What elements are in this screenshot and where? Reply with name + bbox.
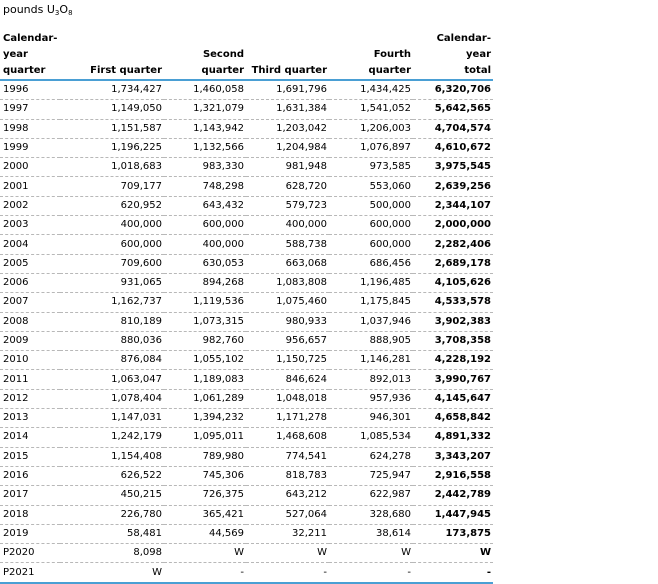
cell-fourth-quarter: 946,301 <box>329 409 413 428</box>
cell-second-quarter: 748,298 <box>164 177 246 196</box>
table-row <box>0 158 493 177</box>
table-row <box>0 544 493 563</box>
table-row <box>0 273 493 292</box>
header-fourth-quarter: Fourth quarter <box>329 31 413 80</box>
cell-third-quarter: 1,083,808 <box>246 273 329 292</box>
cell-fourth-quarter: 1,541,052 <box>329 100 413 119</box>
cell-total: 4,704,574 <box>413 119 493 138</box>
cell-third-quarter: 579,723 <box>246 196 329 215</box>
cell-total: 2,442,789 <box>413 486 493 505</box>
table-row <box>0 80 493 100</box>
cell-third-quarter: 774,541 <box>246 447 329 466</box>
table-row <box>0 447 493 466</box>
table-row <box>0 466 493 485</box>
cell-third-quarter: W <box>246 544 329 563</box>
cell-total: 3,975,545 <box>413 158 493 177</box>
cell-year: P2020 <box>0 544 60 563</box>
cell-third-quarter: 1,075,460 <box>246 293 329 312</box>
cell-second-quarter: 1,394,232 <box>164 409 246 428</box>
table-row <box>0 196 493 215</box>
cell-third-quarter: 1,631,384 <box>246 100 329 119</box>
cell-year: 2003 <box>0 216 60 235</box>
cell-year: 2014 <box>0 428 60 447</box>
table-row <box>0 216 493 235</box>
cell-total: W <box>413 544 493 563</box>
cell-total: 2,000,000 <box>413 216 493 235</box>
unit-subscript-3: 3 <box>54 9 60 17</box>
header-third-quarter: Third quarter <box>246 31 329 80</box>
cell-total: 2,344,107 <box>413 196 493 215</box>
table-row <box>0 119 493 138</box>
cell-third-quarter: 818,783 <box>246 466 329 485</box>
cell-second-quarter: W <box>164 544 246 563</box>
cell-total: 4,610,672 <box>413 138 493 157</box>
cell-third-quarter: 527,064 <box>246 505 329 524</box>
cell-total: 3,708,358 <box>413 331 493 350</box>
cell-year: 2012 <box>0 389 60 408</box>
table-row <box>0 505 493 524</box>
cell-second-quarter: 1,073,315 <box>164 312 246 331</box>
cell-first-quarter: 1,063,047 <box>60 370 164 389</box>
cell-first-quarter: 1,147,031 <box>60 409 164 428</box>
cell-second-quarter: 600,000 <box>164 216 246 235</box>
header-second-quarter: Second quarter <box>164 31 246 80</box>
cell-first-quarter: 400,000 <box>60 216 164 235</box>
cell-year: 2002 <box>0 196 60 215</box>
cell-first-quarter: 1,154,408 <box>60 447 164 466</box>
cell-total: 4,145,647 <box>413 389 493 408</box>
cell-third-quarter: 32,211 <box>246 524 329 543</box>
cell-first-quarter: 810,189 <box>60 312 164 331</box>
cell-first-quarter: 1,078,404 <box>60 389 164 408</box>
cell-third-quarter: 1,150,725 <box>246 351 329 370</box>
cell-second-quarter: 1,460,058 <box>164 80 246 100</box>
cell-second-quarter: 983,330 <box>164 158 246 177</box>
cell-first-quarter: 620,952 <box>60 196 164 215</box>
cell-third-quarter: 846,624 <box>246 370 329 389</box>
cell-total: 2,639,256 <box>413 177 493 196</box>
cell-year: 2013 <box>0 409 60 428</box>
cell-year: 2008 <box>0 312 60 331</box>
cell-year: 1996 <box>0 80 60 100</box>
cell-second-quarter: 1,321,079 <box>164 100 246 119</box>
cell-year: 2000 <box>0 158 60 177</box>
unit-text-o: O <box>59 3 69 16</box>
cell-third-quarter: 980,933 <box>246 312 329 331</box>
cell-fourth-quarter: 957,936 <box>329 389 413 408</box>
table-row <box>0 563 493 583</box>
cell-fourth-quarter: 38,614 <box>329 524 413 543</box>
cell-first-quarter: 709,177 <box>60 177 164 196</box>
cell-first-quarter: 1,734,427 <box>60 80 164 100</box>
table-row <box>0 428 493 447</box>
table-row <box>0 293 493 312</box>
table-row <box>0 370 493 389</box>
cell-fourth-quarter: 500,000 <box>329 196 413 215</box>
cell-first-quarter: W <box>60 563 164 583</box>
cell-third-quarter: 400,000 <box>246 216 329 235</box>
cell-year: 2015 <box>0 447 60 466</box>
cell-first-quarter: 600,000 <box>60 235 164 254</box>
cell-first-quarter: 1,018,683 <box>60 158 164 177</box>
unit-subscript-8: 8 <box>68 9 73 17</box>
cell-total: 4,105,626 <box>413 273 493 292</box>
cell-second-quarter: 789,980 <box>164 447 246 466</box>
cell-fourth-quarter: 973,585 <box>329 158 413 177</box>
cell-year: 1999 <box>0 138 60 157</box>
cell-year: 2001 <box>0 177 60 196</box>
cell-second-quarter: 643,432 <box>164 196 246 215</box>
cell-fourth-quarter: 1,196,485 <box>329 273 413 292</box>
cell-first-quarter: 931,065 <box>60 273 164 292</box>
table-row <box>0 389 493 408</box>
cell-total: 3,990,767 <box>413 370 493 389</box>
cell-fourth-quarter: 1,206,003 <box>329 119 413 138</box>
cell-fourth-quarter: 622,987 <box>329 486 413 505</box>
cell-first-quarter: 1,151,587 <box>60 119 164 138</box>
cell-second-quarter: 745,306 <box>164 466 246 485</box>
cell-total: 5,642,565 <box>413 100 493 119</box>
cell-first-quarter: 626,522 <box>60 466 164 485</box>
cell-second-quarter: 894,268 <box>164 273 246 292</box>
cell-year: 1998 <box>0 119 60 138</box>
table-row <box>0 235 493 254</box>
cell-second-quarter: 1,189,083 <box>164 370 246 389</box>
table-row <box>0 351 493 370</box>
cell-fourth-quarter: 1,434,425 <box>329 80 413 100</box>
cell-second-quarter: 630,053 <box>164 254 246 273</box>
cell-second-quarter: - <box>164 563 246 583</box>
cell-third-quarter: 981,948 <box>246 158 329 177</box>
cell-third-quarter: - <box>246 563 329 583</box>
cell-third-quarter: 628,720 <box>246 177 329 196</box>
cell-total: 4,658,842 <box>413 409 493 428</box>
header-quarter: Calendar-year quarter <box>0 31 60 80</box>
cell-fourth-quarter: 888,905 <box>329 331 413 350</box>
header-row <box>0 31 493 80</box>
cell-second-quarter: 1,095,011 <box>164 428 246 447</box>
cell-second-quarter: 982,760 <box>164 331 246 350</box>
cell-third-quarter: 663,068 <box>246 254 329 273</box>
cell-total: 3,902,383 <box>413 312 493 331</box>
cell-fourth-quarter: - <box>329 563 413 583</box>
cell-fourth-quarter: 725,947 <box>329 466 413 485</box>
cell-fourth-quarter: 1,146,281 <box>329 351 413 370</box>
production-table <box>0 31 493 584</box>
cell-year: 2006 <box>0 273 60 292</box>
cell-first-quarter: 450,215 <box>60 486 164 505</box>
cell-fourth-quarter: 624,278 <box>329 447 413 466</box>
cell-first-quarter: 8,098 <box>60 544 164 563</box>
unit-label <box>3 3 73 20</box>
cell-fourth-quarter: W <box>329 544 413 563</box>
cell-fourth-quarter: 1,175,845 <box>329 293 413 312</box>
cell-total: - <box>413 563 493 583</box>
table-row <box>0 409 493 428</box>
cell-year: 2007 <box>0 293 60 312</box>
cell-total: 6,320,706 <box>413 80 493 100</box>
cell-second-quarter: 1,132,566 <box>164 138 246 157</box>
cell-second-quarter: 44,569 <box>164 524 246 543</box>
table-row <box>0 524 493 543</box>
cell-third-quarter: 1,468,608 <box>246 428 329 447</box>
cell-third-quarter: 588,738 <box>246 235 329 254</box>
cell-total: 2,916,558 <box>413 466 493 485</box>
cell-year: 2011 <box>0 370 60 389</box>
cell-first-quarter: 1,196,225 <box>60 138 164 157</box>
cell-total: 4,533,578 <box>413 293 493 312</box>
cell-year: 2004 <box>0 235 60 254</box>
cell-third-quarter: 956,657 <box>246 331 329 350</box>
cell-total: 2,689,178 <box>413 254 493 273</box>
header-first-quarter: First quarter <box>60 31 164 80</box>
cell-third-quarter: 643,212 <box>246 486 329 505</box>
cell-total: 3,343,207 <box>413 447 493 466</box>
cell-first-quarter: 880,036 <box>60 331 164 350</box>
table-row <box>0 177 493 196</box>
cell-third-quarter: 1,691,796 <box>246 80 329 100</box>
cell-third-quarter: 1,204,984 <box>246 138 329 157</box>
cell-total: 1,447,945 <box>413 505 493 524</box>
cell-first-quarter: 58,481 <box>60 524 164 543</box>
cell-second-quarter: 726,375 <box>164 486 246 505</box>
cell-fourth-quarter: 1,037,946 <box>329 312 413 331</box>
table-row <box>0 312 493 331</box>
cell-second-quarter: 365,421 <box>164 505 246 524</box>
cell-year: 2018 <box>0 505 60 524</box>
table-row <box>0 331 493 350</box>
cell-fourth-quarter: 600,000 <box>329 216 413 235</box>
cell-year: 2019 <box>0 524 60 543</box>
cell-year: 1997 <box>0 100 60 119</box>
cell-first-quarter: 1,242,179 <box>60 428 164 447</box>
cell-year: 2016 <box>0 466 60 485</box>
cell-first-quarter: 1,162,737 <box>60 293 164 312</box>
cell-year: P2021 <box>0 563 60 583</box>
cell-year: 2009 <box>0 331 60 350</box>
cell-first-quarter: 876,084 <box>60 351 164 370</box>
cell-total: 173,875 <box>413 524 493 543</box>
cell-fourth-quarter: 892,013 <box>329 370 413 389</box>
table-row <box>0 486 493 505</box>
cell-total: 2,282,406 <box>413 235 493 254</box>
cell-second-quarter: 1,055,102 <box>164 351 246 370</box>
cell-first-quarter: 1,149,050 <box>60 100 164 119</box>
cell-total: 4,891,332 <box>413 428 493 447</box>
cell-third-quarter: 1,203,042 <box>246 119 329 138</box>
cell-first-quarter: 226,780 <box>60 505 164 524</box>
cell-year: 2010 <box>0 351 60 370</box>
cell-fourth-quarter: 553,060 <box>329 177 413 196</box>
cell-second-quarter: 1,119,536 <box>164 293 246 312</box>
cell-fourth-quarter: 328,680 <box>329 505 413 524</box>
cell-fourth-quarter: 686,456 <box>329 254 413 273</box>
cell-third-quarter: 1,171,278 <box>246 409 329 428</box>
cell-fourth-quarter: 1,085,534 <box>329 428 413 447</box>
header-total: Calendar-year total <box>413 31 493 80</box>
cell-year: 2017 <box>0 486 60 505</box>
unit-text: pounds U <box>3 3 55 16</box>
cell-second-quarter: 400,000 <box>164 235 246 254</box>
cell-second-quarter: 1,143,942 <box>164 119 246 138</box>
cell-year: 2005 <box>0 254 60 273</box>
cell-fourth-quarter: 1,076,897 <box>329 138 413 157</box>
table-row <box>0 254 493 273</box>
cell-third-quarter: 1,048,018 <box>246 389 329 408</box>
table-row <box>0 100 493 119</box>
cell-second-quarter: 1,061,289 <box>164 389 246 408</box>
table-row <box>0 138 493 157</box>
cell-first-quarter: 709,600 <box>60 254 164 273</box>
cell-fourth-quarter: 600,000 <box>329 235 413 254</box>
cell-total: 4,228,192 <box>413 351 493 370</box>
